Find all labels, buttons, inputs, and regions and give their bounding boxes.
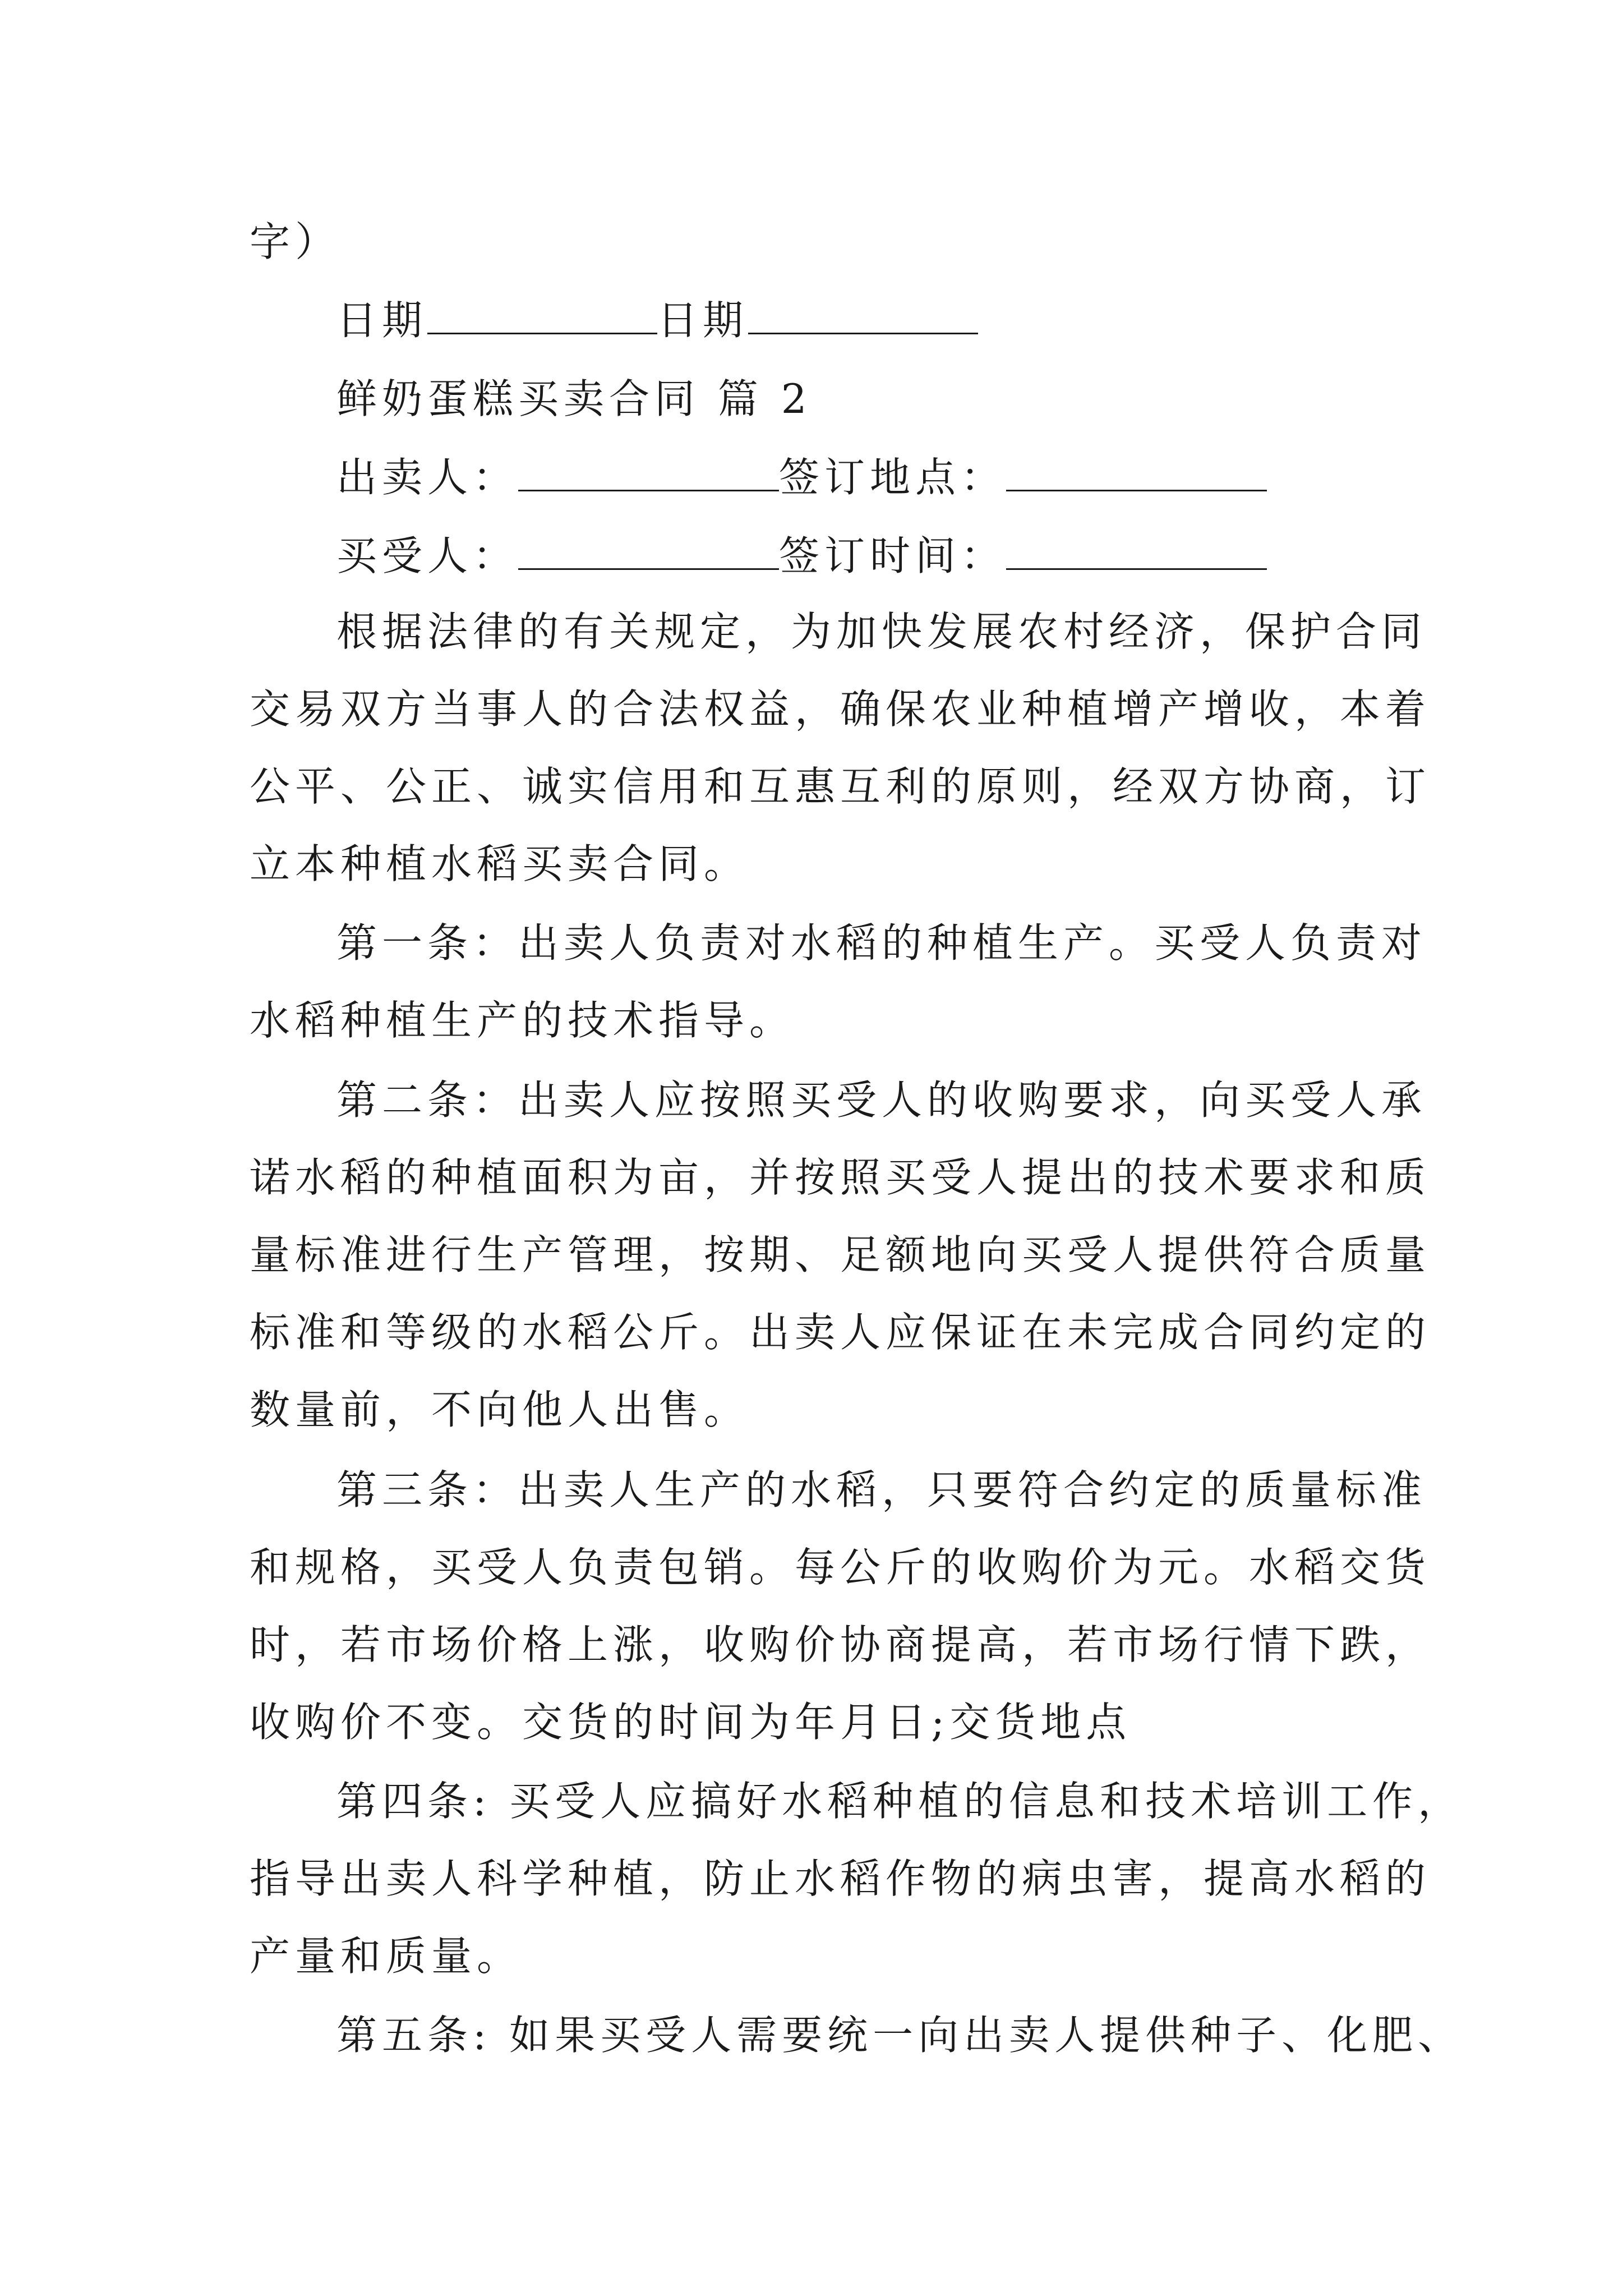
article-line: 收购价不变。交货的时间为年月日;交货地点: [250, 1699, 1132, 1746]
paragraph-line: 根据法律的有关规定，为加快发展农村经济，保护合同: [336, 608, 1427, 655]
seller-line: [336, 454, 1267, 501]
article-line: 第四条: 买受人应搞好水稻种植的信息和技术培训工作，: [336, 1778, 1464, 1825]
article-line: 诺水稻的种植面积为亩，并按照买受人提出的技术要求和质: [250, 1154, 1431, 1201]
buyer-label: 买受人：: [336, 532, 519, 579]
paragraph-line: 公平、公正、诚实信用和互惠互利的原则，经双方协商，订: [250, 763, 1431, 810]
article-line: 第五条: 如果买受人需要统一向出卖人提供种子、化肥、: [336, 2012, 1464, 2059]
seller-label: 出卖人：: [336, 454, 519, 501]
sign-place-label: 签订地点：: [779, 454, 1007, 501]
article-line: 时，若市场价格上涨，收购价协商提高，若市场行情下跌，: [250, 1621, 1431, 1668]
article-line: 和规格，买受人负责包销。每公斤的收购价为元。水稻交货: [250, 1544, 1431, 1591]
date-label: 日期: [336, 297, 428, 344]
sign-time-blank: [1006, 536, 1267, 570]
seller-blank: [518, 457, 779, 491]
article-line: 第三条：出卖人生产的水稻，只要符合约定的质量标准: [336, 1466, 1427, 1513]
article-line: 第二条：出卖人应按照买受人的收购要求，向买受人承: [336, 1076, 1427, 1124]
article-line: 量标准进行生产管理，按期、足额地向买受人提供符合质量: [250, 1231, 1431, 1278]
date-blank: [427, 300, 657, 334]
buyer-line: [336, 532, 1267, 579]
paragraph-line: 交易双方当事人的合法权益，确保农业种植增产增收，本着: [250, 685, 1431, 733]
article-line: 标准和等级的水稻公斤。出卖人应保证在未完成合同约定的: [250, 1309, 1431, 1356]
article-line: 指导出卖人科学种植，防止水稻作物的病虫害，提高水稻的: [250, 1855, 1431, 1902]
buyer-blank: [518, 536, 779, 570]
article-line: 产量和质量。: [250, 1932, 523, 1980]
date-label: 日期: [657, 297, 749, 344]
text-line: 字）: [250, 218, 341, 265]
article-line: 水稻种植生产的技术指导。: [250, 997, 795, 1044]
date-blank: [748, 300, 978, 334]
article-line: 第一条：出卖人负责对水稻的种植生产。买受人负责对: [336, 919, 1427, 967]
paragraph-line: 立本种植水稻买卖合同。: [250, 840, 750, 887]
article-line: 数量前，不向他人出售。: [250, 1386, 750, 1433]
sign-time-label: 签订时间：: [779, 532, 1007, 579]
date-line: [336, 297, 978, 344]
section-title: 鲜奶蛋糕买卖合同 篇 2: [336, 375, 812, 422]
sign-place-blank: [1006, 457, 1267, 491]
